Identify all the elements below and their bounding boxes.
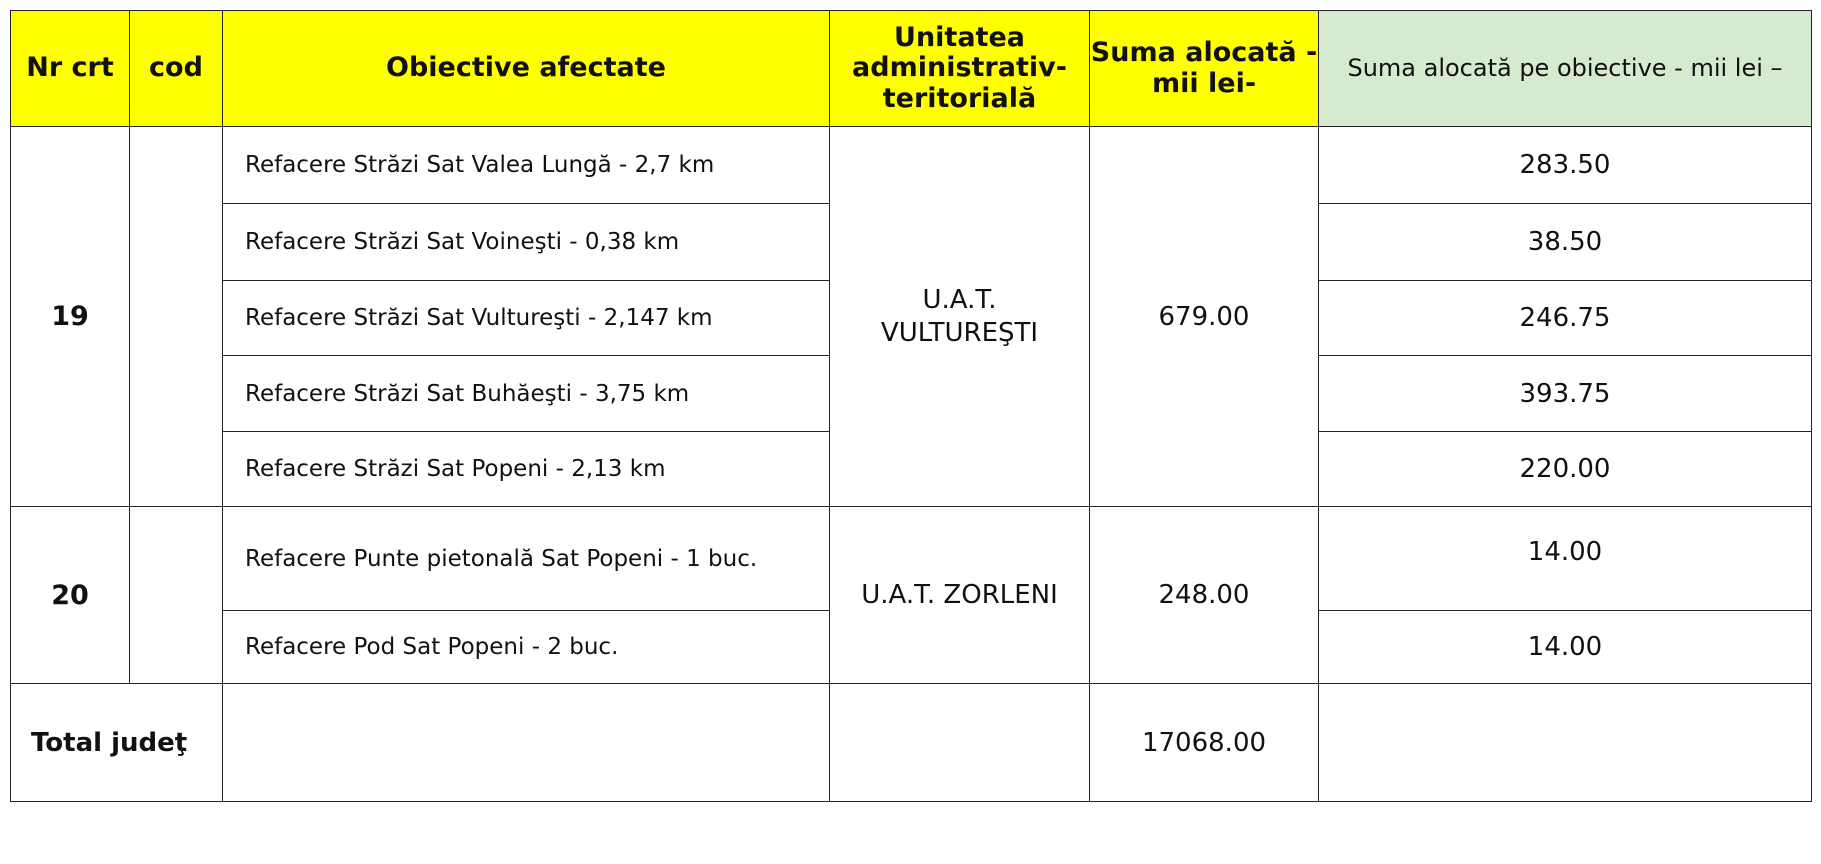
uat-text: U.A.T. VULTUREŞTI — [880, 285, 1039, 348]
header-suma-obiective: Suma alocată pe obiective - mii lei – — [1319, 11, 1812, 127]
header-suma-text: Suma alocată -mii lei- — [1090, 37, 1318, 99]
valoare-cell: 14.00 — [1319, 507, 1812, 611]
header-cod: cod — [130, 11, 223, 127]
obiectiv-cell: Refacere Străzi Sat Valea Lungă - 2,7 km — [223, 127, 830, 204]
header-suma — [1090, 11, 1319, 127]
valoare-cell: 283.50 — [1319, 127, 1812, 204]
header-unitatea: Unitatea administrativ-teritorială — [830, 11, 1090, 127]
table-row — [11, 127, 1812, 204]
valoare-cell: 38.50 — [1319, 204, 1812, 281]
total-empty-uat — [830, 684, 1090, 802]
valoare-cell: 220.00 — [1319, 432, 1812, 507]
table-row — [11, 507, 1812, 611]
valoare-cell: 393.75 — [1319, 356, 1812, 432]
nr-crt-cell: 19 — [11, 127, 130, 507]
suma-cell: 679.00 — [1090, 127, 1319, 507]
header-row — [11, 11, 1812, 127]
cod-cell — [130, 507, 223, 684]
obiectiv-cell: Refacere Străzi Sat Popeni - 2,13 km — [223, 432, 830, 507]
obiectiv-cell: Refacere Străzi Sat Buhăeşti - 3,75 km — [223, 356, 830, 432]
cod-cell — [130, 127, 223, 507]
valoare-cell: 246.75 — [1319, 281, 1812, 356]
header-obiective: Obiective afectate — [223, 11, 830, 127]
header-nr-crt: Nr crt — [11, 11, 130, 127]
obiectiv-cell: Refacere Străzi Sat Voineşti - 0,38 km — [223, 204, 830, 281]
allocation-table — [10, 10, 1812, 802]
valoare-cell: 14.00 — [1319, 611, 1812, 684]
total-empty-valoare — [1319, 684, 1812, 802]
total-empty-obiective — [223, 684, 830, 802]
total-row — [11, 684, 1812, 802]
total-label: Total judeţ — [11, 684, 223, 802]
total-suma: 17068.00 — [1090, 684, 1319, 802]
obiectiv-cell: Refacere Străzi Sat Vultureşti - 2,147 km — [223, 281, 830, 356]
obiectiv-cell: Refacere Pod Sat Popeni - 2 buc. — [223, 611, 830, 684]
uat-cell: U.A.T. ZORLENI — [830, 507, 1090, 684]
uat-cell — [830, 127, 1090, 507]
obiectiv-cell: Refacere Punte pietonală Sat Popeni - 1 buc. — [223, 507, 830, 611]
nr-crt-cell: 20 — [11, 507, 130, 684]
suma-cell: 248.00 — [1090, 507, 1319, 684]
